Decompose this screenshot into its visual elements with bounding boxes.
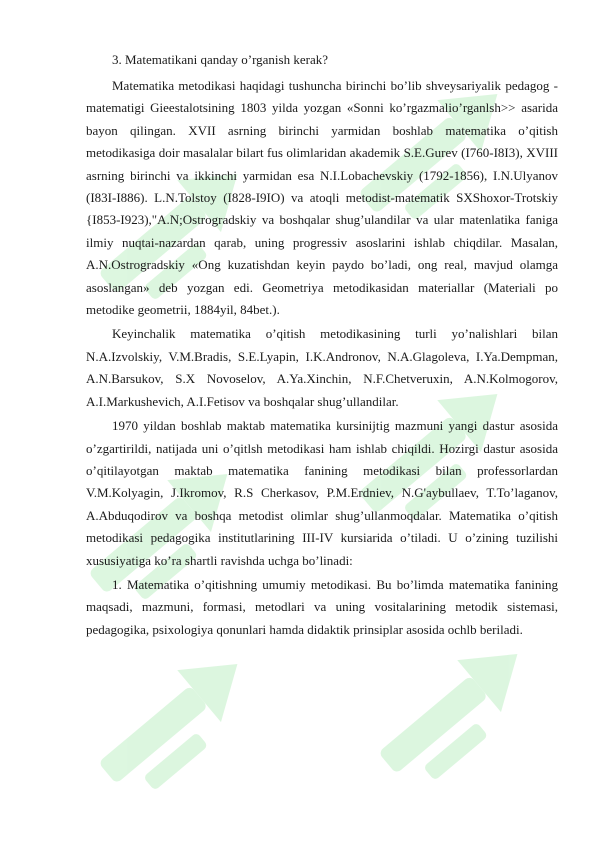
- document-body: [86, 50, 558, 643]
- paragraph-general-methodology: 1. Matematika o’qitishning umumiy metodikasi. Bu bo’limda matematika fanining maqsadi, mazmuni, formasi, metodlari va uning vositalarining metodik sistemasi, pedagogika, psixologiya qonunlari hamda didaktik prinsiplar asosida ochlb beriladi.: [86, 576, 558, 637]
- paragraph-history: Matematika metodikasi haqidagi tushuncha birinchi bo’lib shveysariyalik pedagog - matematigi Gieestalotsining 1803 yilda yozgan «Sonni ko’rgazmalio’rganlsh>> asarida bayon qilingan. XVII asrning birinchi yarmidan boshlab matematika o’qitish metodikasiga doir masalalar bilart fus olimlaridan akademik S.E.Gurev (I760-I8I3), XVIII asrning birinchi va ikkinchi yarmidan esa N.I.Lobachevskiy (1792-1856), I.N.Ulyanov (I83I-I886). L.N.Tolstoy (I828-I9IO) va atoqli metodist-matematik SXShoxor-Trotskiy {I853-I923),"A.N;Ostrogradskiy va boshqalar shug’ulandilar va ular matenlatika faniga ilmiy nuqtai-nazardan qarab, uning progressiv asoslarini ishlab chiqdilar. Masalan, A.N.Ostrogradskiy «Ong kuzatishdan keyin paydo bo’ladi, ong real, mavjud olamga asoslangan» deb yozgan edi. Geometriya metodikasidan materiallar (Materiali po metodike geometrii, 1884yil, 84bet.).: [86, 78, 558, 318]
- section-heading: 3. Matematikani qanday o’rganish kerak?: [112, 52, 328, 67]
- paragraph-since-1970: 1970 yildan boshlab maktab matematika kursinijtig mazmuni yangi dastur asosida o’zgartirildi, natijada uni o’qitlsh metodikasi ham ishlab chiqildi. Hozirgi dastur asosida o’qitilayotgan maktab matematika fanining metodikasi bilan professorlardan V.M.Kolyagin, J.Ikromov, R.S Cherkasov, P.M.Erdniev, N.G'aybullaev, T.To’laganov, A.Abduqodirov va boshqa metodist olimlar shug’ullanmoqdalar. Matematika o’qitish metodikasi pedagogika institutlarining III-IV kursiarida o’tiladi. U o’zining tuzilishi xususiyatiga ko’ra shartli ravishda uchga bo’linadi:: [86, 418, 558, 568]
- paragraph-methodists: Keyinchalik matematika o’qitish metodikasining turli yo’nalishlari bilan N.A.Izvolskiy, V.M.Bradis, S.E.Lyapin, I.K.Andronov, N.A.Glagoleva, I.Ya.Dempman, A.N.Barsukov, S.X Novoselov, A.Ya.Xinchin, N.F.Chetveruxin, A.N.Kolmogorov, A.I.Markushevich, A.I.Fetisov va boshqalar shug’ullandilar.: [86, 326, 558, 409]
